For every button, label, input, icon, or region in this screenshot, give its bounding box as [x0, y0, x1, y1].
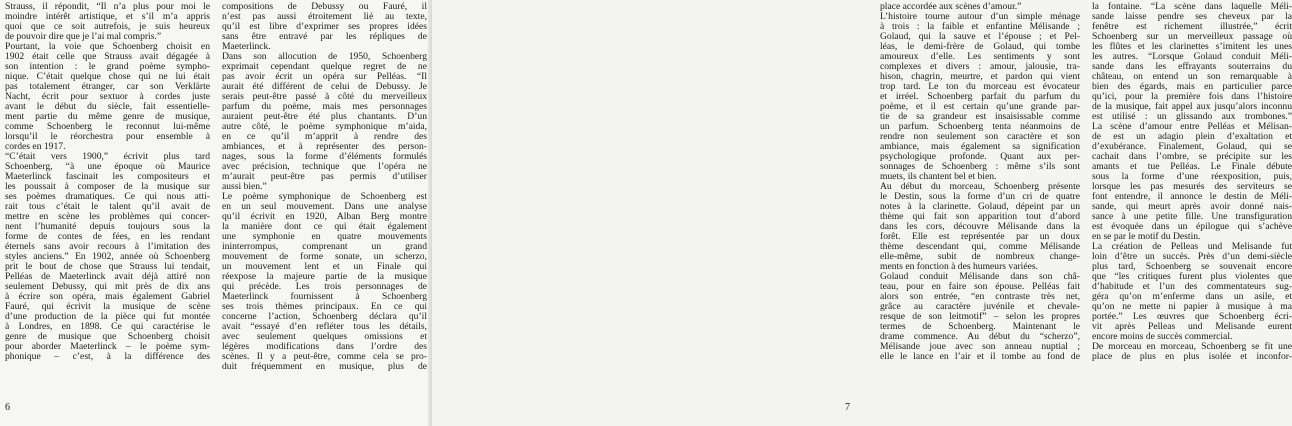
text-line: en un seul mouvement. Dans une analyse [222, 201, 427, 212]
text-line: avant le début du siècle, fait essentielle- [5, 101, 210, 112]
text-line: une symphonie en quatre mouvements [222, 231, 427, 242]
text-line: La scène d’amour entre Pelléas et Mélisan- [1092, 121, 1292, 132]
text-line: sande laisse pendre ses cheveux par la [1092, 11, 1292, 22]
text-line: genre de musique que Schoenberg choisit [5, 331, 210, 342]
text-line: à trois : la faible et enfantine Mélisande ; [880, 21, 1080, 32]
text-line: 1902 était celle que Strauss avait dégagée à [5, 51, 210, 62]
text-line: “C’était vers 1900,” écrivit plus tard [5, 151, 210, 162]
text-line: bien des égards, mais en particulier parce [1092, 81, 1292, 92]
text-line: pas totalement étranger, car son Verklärte [5, 81, 210, 92]
text-line: hison, chagrin, meurtre, et pardon qui vient [880, 71, 1080, 82]
text-line: ambiance, mais également sa signification [880, 141, 1080, 152]
page-number-right: 7 [845, 402, 850, 413]
text-line: aurait été différent de celui de Debussy. Je [222, 81, 427, 92]
text-line: ses trois thèmes principaux. En ce qui [222, 301, 427, 312]
text-line: thème descendant qui, comme Mélisande [880, 241, 1080, 252]
text-line: mouvement de forme sonate, un scherzo, [222, 251, 427, 262]
text-line: un mouvement lent et un Finale qui [222, 261, 427, 272]
text-line: forme de contes de fées, en les rendant [5, 231, 210, 242]
text-line: à Londres, en 1898. Ce qui caractérise le [5, 321, 210, 332]
text-line: ments en fonction à des humeurs variées. [880, 261, 1038, 272]
text-line: complexes et divers : amour, jalousie, tra- [880, 61, 1080, 72]
text-line: sonnages de Schoenberg : même s’ils sont [880, 161, 1080, 172]
text-line: rendre non seulement son caractère et son [880, 131, 1080, 142]
text-line: plus tard, Schoenberg se souvenait encore [1092, 261, 1292, 272]
text-line: concerne l’action, Schoenberg déclara qu’il [222, 311, 427, 322]
text-line: L’histoire tourne autour d’un simple ménage [880, 11, 1080, 22]
text-line: légères modifications dans l’ordre des [222, 341, 427, 352]
text-line: Maeterlinck fascinait les compositeurs et [5, 171, 210, 182]
text-line: rait tous c’était le talent qu’il avait de [5, 201, 210, 212]
text-line: les autres. “Lorsque Golaud conduit Méli- [1092, 51, 1292, 62]
text-line: duit fréquemment en musique, plus de [222, 361, 427, 372]
text-line: lorsqu’il le réorchestra pour ensemble à [5, 131, 210, 142]
text-line: qu’on ne mette ni papier à musique à ma [1092, 301, 1292, 312]
text-line: léas, le demi-frère de Golaud, qui tombe [880, 41, 1080, 52]
text-line: La création de Pelleas und Melisande fut [1092, 241, 1292, 252]
text-line: psychologique profonde. Quant aux per- [880, 151, 1080, 162]
text-line: comme Schoenberg le reconnut lui-même [5, 121, 210, 132]
text-line: qu’il est libre d’exprimer ses propres idées [222, 21, 427, 32]
text-line: Dans son allocution de 1950, Schoenberg [222, 51, 427, 62]
text-line: trop tard. Le ton du morceau est évocateur [880, 81, 1080, 92]
text-line: Maeterlinck. [222, 41, 271, 52]
text-line: scènes. Il y a peut-être, comme cela se pro- [222, 351, 427, 362]
text-line: resque de son leitmotif” – selon les propres [880, 311, 1080, 322]
text-line: réexpose la majeure partie de la musique [222, 271, 427, 282]
text-line: loin d’être un succès. Près d’un demi-siècle [1092, 251, 1292, 262]
text-line: ininterrompus, comprenant un grand [222, 241, 427, 252]
text-line: château, on entend un son remarquable à [1092, 71, 1292, 82]
text-line: d’exubérance. Finalement, Golaud, qui se [1092, 141, 1292, 152]
text-line: est évoquée dans un épilogue qui s’achève [1092, 221, 1292, 232]
text-line: les poussait à composer de la musique sur [5, 181, 210, 192]
text-line: muets, ils chantent bel et bien. [880, 171, 997, 182]
text-line: quoi que ce soit autrefois, je suis heureux [5, 21, 210, 32]
text-line: Fauré, qui écrivit la musique de scène [5, 301, 210, 312]
page-number-left: 6 [5, 402, 10, 413]
text-line: thème qui fait son apparition tout d’abord [880, 211, 1080, 222]
text-line: pas avoir écrit un opéra sur Pelléas. “Il [222, 71, 427, 82]
text-line: et irréel. Schoenberg parfait du parfum du [880, 91, 1080, 102]
text-line: De morceau en morceau, Schoenberg se fit une [1092, 341, 1292, 352]
text-line: autre côté, le poème symphonique m’aida, [222, 121, 427, 132]
text-line: avec seulement quelques omissions et [222, 331, 427, 342]
text-line: en se par le motif du Destin. [1092, 231, 1201, 242]
text-line: ambiances, et à représenter des person- [222, 141, 427, 152]
text-line: elle-même, subit de nombreux change- [880, 251, 1080, 262]
text-line: parfum du poème, mais mes personnages [222, 101, 427, 112]
text-line: nent l’humanité depuis toujours sous la [5, 221, 210, 232]
text-line: ses poèmes dramatiques. Ce qui nous atti- [5, 191, 210, 202]
text-line: prit le bout de chose que Strauss lui tendait, [5, 261, 210, 272]
text-line: avait “essayé d’en refléter tous les détails, [222, 321, 427, 332]
text-line: forêt. Elle est représentée par un doux [880, 231, 1080, 242]
text-line: géra qu’on m’enferme dans un asile, et [1092, 291, 1292, 302]
text-line: alors son entrée, “en contraste très net, [880, 291, 1080, 302]
text-line: la manière dont ce qui était également [222, 221, 427, 232]
text-line: encore moins de succès commercial. [1092, 331, 1233, 342]
text-line: éternels sans avoir recours à l’imitation des [5, 241, 210, 252]
text-line: serais peut-être passé à côté du merveilleux [222, 91, 427, 102]
text-line: sance à une petite fille. Une transfiguration [1092, 211, 1292, 222]
text-line: d’habitude et l’un des commentateurs sug- [1092, 281, 1292, 292]
text-line: Mélisande joue avec son anneau nuptial ; [880, 341, 1080, 352]
text-line: termes de Schoenberg. Maintenant le [880, 321, 1080, 332]
text-line: Le poème symphonique de Schoenberg est [222, 191, 427, 202]
text-line: de la musique, fait appel aux jusqu’alors inconnu [1092, 101, 1292, 112]
text-line: qu’ici, pour la première fois dans l’histoire [1092, 91, 1292, 102]
text-line: lorsque les pas mesurés des serviteurs se [1092, 181, 1292, 192]
text-line: elle le lance en l’air et il tombe au fond de [880, 351, 1080, 362]
text-line: place de plus en plus isolée et inconfor- [1092, 351, 1292, 362]
text-column-2 [222, 2, 427, 372]
text-line: nique. C’était quelque chose qui ne lui était [5, 71, 210, 82]
text-line: sous la forme d’une réexposition, puis, [1092, 171, 1292, 182]
text-line: sande dans les effrayants souterrains du [1092, 61, 1292, 72]
text-line: les flûtes et les clarinettes s’imitent les unes [1092, 41, 1292, 52]
text-line: auraient peut-être été plus chantants. D’un [222, 111, 427, 122]
text-line: que “les critiques furent plus violentes que [1092, 271, 1292, 282]
text-line: phonique – c’est, à la différence des [5, 351, 210, 362]
text-line: qu’il écrivit en 1920, Alban Berg montre [222, 211, 427, 222]
text-line: son intention : le grand poème sympho- [5, 61, 210, 72]
text-line: est utilisé : un glissando aux trombones.” [1092, 111, 1292, 122]
text-line: un parfum. Schoenberg tenta néanmoins de [880, 121, 1080, 132]
text-line: exprimait cependant quelque regret de ne [222, 61, 427, 72]
text-line: dans les cors, découvre Mélisande dans la [880, 221, 1080, 232]
text-line: cordes en 1917. [5, 141, 66, 152]
text-line: Golaud conduit Mélisande dans son châ- [880, 271, 1080, 282]
text-line: d’une production de la pièce qui fut montée [5, 311, 210, 322]
left-page [0, 0, 432, 426]
text-line: de est un adagio plein d’exaltation et [1092, 131, 1292, 142]
text-line: amoureux d’elle. Les sentiments y sont [880, 51, 1080, 62]
text-line: nages, sous la forme d’éléments formulés [222, 151, 427, 162]
right-page [432, 0, 1292, 426]
text-line: à écrire son opéra, mais également Gabriel [5, 291, 210, 302]
text-line: la fontaine. “La scène dans laquelle Méli- [1092, 1, 1292, 12]
text-line: Pourtant, la voie que Schoenberg choisit en [5, 41, 210, 52]
text-line: place accordée aux scènes d’amour.” [880, 1, 1022, 12]
text-line: pour aborder Maeterlinck – le poème sym- [5, 341, 210, 352]
text-line: le Destin, sous la forme d’un cri de quatre [880, 191, 1080, 202]
text-line: cachait dans l’ombre, se précipite sur les [1092, 151, 1292, 162]
text-line: Strauss, il répondit, “Il n’a plus pour moi le [5, 1, 210, 12]
text-line: n’est pas aussi étroitement lié au texte, [222, 11, 427, 22]
text-column-1 [5, 2, 210, 362]
text-line: drame commence. Au début du “scherzo”, [880, 331, 1080, 342]
text-line: de pouvoir dire que je l’ai mal compris.” [5, 31, 162, 42]
text-line: font entendre, il annonce le destin de Méli- [1092, 191, 1292, 202]
text-line: Nacht, écrit pour sextuor à cordes juste [5, 91, 210, 102]
text-line: seulement Debussy, qui mit près de dix ans [5, 281, 210, 292]
text-line: sans être entravé par les répliques de [222, 31, 427, 42]
text-line: styles anciens.” En 1902, année où Schoenberg [5, 251, 210, 262]
text-line: portée.” Les œuvres que Schoenberg écri- [1092, 311, 1292, 322]
text-line: grâce au caractère juvénile et chevale- [880, 301, 1080, 312]
text-line: teau, pour en faire son épouse. Pelléas fait [880, 281, 1080, 292]
text-line: poème, et il est certain qu’une grande par- [880, 101, 1080, 112]
text-line: mettre en scène les problèmes qui concer- [5, 211, 210, 222]
text-line: vit après Pelleas und Melisande eurent [1092, 321, 1292, 332]
text-line: fenêtre est richement illustrée,” écrit [1092, 21, 1292, 32]
text-line: aussi bien.” [222, 181, 267, 192]
text-line: Pelléas de Maeterlinck avait déjà attiré non [5, 271, 210, 282]
text-line: qui précède. Les trois personnages de [222, 281, 427, 292]
text-column-3 [880, 2, 1080, 362]
text-line: notes à la clarinette. Golaud, dépeint par un [880, 201, 1080, 212]
text-line: Schoenberg sur un merveilleux passage où [1092, 31, 1292, 42]
text-column-4 [1092, 2, 1292, 362]
text-line: m’aurait peut-être pas permis d’utiliser [222, 171, 427, 182]
text-line: Au début du morceau, Schoenberg présente [880, 181, 1080, 192]
text-line: tie de sa grandeur est insaisissable comme [880, 111, 1080, 122]
text-line: sande, qui meurt après avoir donné nais- [1092, 201, 1292, 212]
text-line: Golaud, qui la sauve et l’épouse ; et Pel- [880, 31, 1080, 42]
text-line: ment partie du même genre de musique, [5, 111, 210, 122]
text-line: moindre intérêt artistique, et s’il m’a appris [5, 11, 210, 22]
text-line: compositions de Debussy ou Fauré, il [222, 1, 427, 12]
text-line: amants et tue Pelléas. Le Finale débute [1092, 161, 1292, 172]
text-line: Maeterlinck fournissent à Schoenberg [222, 291, 427, 302]
text-line: en ce qu’il m’apprit à rendre des [222, 131, 427, 142]
text-line: avec précision, technique que l’opéra ne [222, 161, 427, 172]
text-line: Schoenberg, “à une époque où Maurice [5, 161, 210, 172]
